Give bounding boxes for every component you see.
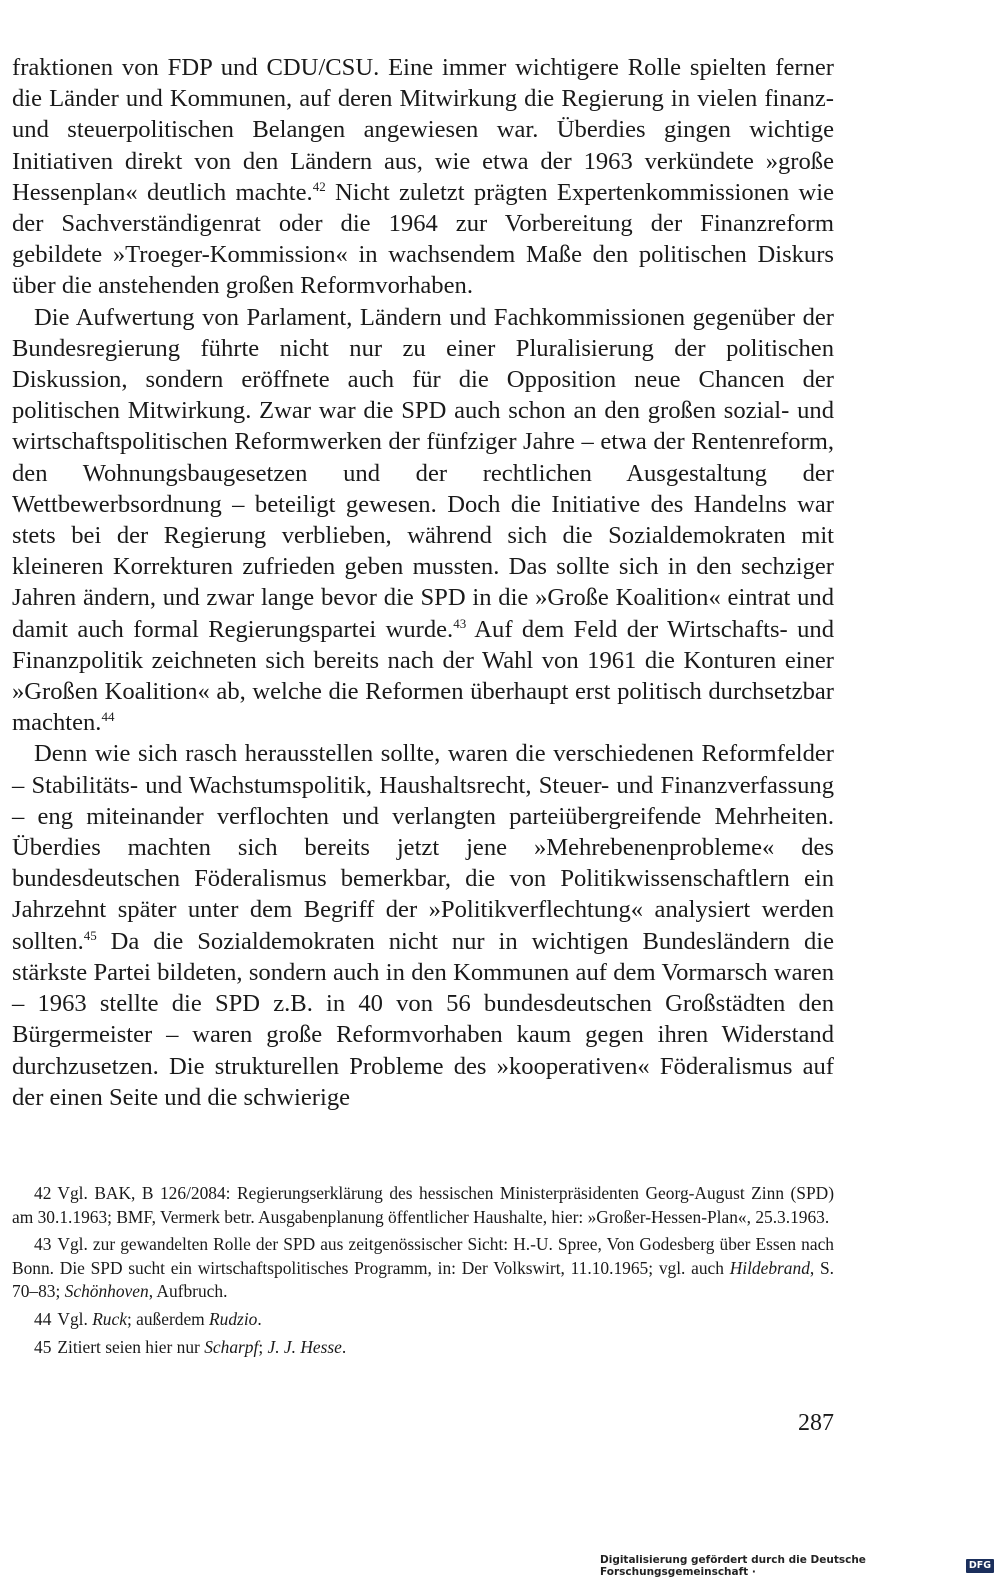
footnote-marker: 42	[312, 178, 326, 194]
footnote-marker: 43	[453, 615, 467, 631]
footnote-text: Zitiert seien hier nur	[57, 1336, 205, 1357]
footnote	[12, 1182, 834, 1229]
footnote-text: Vgl. BAK, B 126/2084: Regierungserklärung des hessischen Ministerpräsidenten Georg-August Zinn (SPD) am 30.1.1963; BMF, Vermerk betr. Ausgabenplanung öffentlicher Haushalte, hier: »Großer-Hessen-Plan«, 25.3.1963.	[12, 1183, 834, 1227]
footnote-italic-text: J. J. Hesse	[267, 1336, 342, 1357]
paragraph-text: Da die Sozialdemokraten nicht nur in wichtigen Bundesländern die stärkste Partei bildeten, sondern auch in den Kommunen auf dem Vormarsch waren – 1963 stellte die SPD z.B. in 40 von 56 bundesdeutschen Großstädten den Bürgermeister – waren große Reformvorhaben kaum gegen ihren Widerstand durchzusetzen. Die strukturellen Probleme des »kooperativen« Föderalismus auf der einen Seite und die schwierige	[12, 927, 834, 1111]
digitization-notice: Digitalisierung gefördert durch die Deutsche Forschungsgemeinschaft ·	[600, 1554, 866, 1578]
footnote	[12, 1233, 834, 1304]
footnote-text: ; außerdem	[126, 1308, 210, 1329]
footnote-number: 42	[34, 1183, 52, 1203]
page-number: 287	[798, 1410, 834, 1436]
footnote	[12, 1308, 834, 1332]
paragraph-text: Nicht zuletzt prägten Expertenkommissionen wie der Sachverständigenrat oder die 1964 zur Vorbereitung der Finanzreform gebildete »Troeger-Kommission« in wachsendem Maße den politischen Diskurs über die anstehenden großen Reformvorhaben.	[12, 178, 834, 300]
footnote-marker: 44	[101, 709, 115, 725]
footnote-text: , Aufbruch.	[148, 1281, 228, 1302]
body-paragraph	[12, 52, 834, 302]
dfg-logo: DFG	[966, 1559, 994, 1573]
footnote-text: Vgl. zur gewandelten Rolle der SPD aus zeitgenössischer Sicht: H.-U. Spree, Von Godesberg über Essen nach Bonn. Die SPD sucht ein wirtschaftspolitisches Programm, in: Der Volkswirt, 11.10.1965; vgl. auch	[12, 1234, 834, 1278]
paragraph-text: Auf dem Feld der Wirtschafts- und Finanzpolitik zeichneten sich bereits nach der Wahl von 1961 die Konturen einer »Großen Koalition« ab, welche die Reformen überhaupt erst politisch durchsetzbar machten.	[12, 615, 835, 737]
body-text	[12, 52, 834, 1113]
footnote-italic-text: Schönhoven	[64, 1281, 149, 1302]
footnote	[12, 1336, 834, 1360]
footnote-text: Vgl.	[57, 1308, 93, 1329]
footnote-italic-text: Ruck	[92, 1308, 127, 1329]
body-paragraph	[12, 738, 834, 1112]
footnote-text: .	[257, 1308, 262, 1329]
footnote-text: , S. 70–83;	[12, 1257, 834, 1302]
footnote-number: 44	[34, 1308, 52, 1329]
footnote-text: ;	[258, 1336, 268, 1357]
footnote-italic-text: Hildebrand	[729, 1257, 810, 1278]
footnotes-section	[12, 1182, 834, 1363]
paragraph-text: Denn wie sich rasch herausstellen sollte, waren die verschiedenen Reformfelder – Stabilitäts- und Wachstumspolitik, Haushaltsrecht, Steuer- und Finanzverfassung – eng miteinander verflochten und verlangten parteiübergreifende Mehrheiten. Überdies machten sich bereits jetzt jene »Mehrebenenprobleme« des bundesdeutschen Föderalismus bemerkbar, die von Politikwissenschaftlern ein Jahrzehnt später unter dem Begriff der »Politikverflechtung« analysiert werden sollten.	[12, 740, 834, 955]
footnote-marker: 45	[83, 927, 97, 943]
footnote-text: .	[341, 1336, 347, 1357]
digitization-footer	[600, 1555, 994, 1577]
body-paragraph	[12, 302, 834, 739]
footnote-number: 45	[34, 1336, 52, 1357]
footnote-italic-text: Scharpf	[204, 1336, 259, 1357]
footnote-italic-text: Rudzio	[209, 1308, 258, 1329]
paragraph-text: Die Aufwertung von Parlament, Ländern und Fachkommissionen gegenüber der Bundesregierung führte nicht nur zu einer Pluralisierung der politischen Diskussion, sondern eröffnete auch für die Opposition neue Chancen der politischen Mitwirkung. Zwar war die SPD auch schon an den großen sozial- und wirtschaftspolitischen Reformwerken der fünfziger Jahre – etwa der Rentenreform, den Wohnungsbaugesetzen und der rechtlichen Ausgestaltung der Wettbewerbsordnung – beteiligt gewesen. Doch die Initiative des Handelns war stets bei der Regierung verblieben, während sich die Sozialdemokraten mit kleineren Korrekturen zufrieden geben mussten. Das sollte sich in den sechziger Jahren ändern, und zwar lange bevor die SPD in die »Große Koalition« eintrat und damit auch formal Regierungspartei wurde.	[12, 303, 834, 643]
paragraph-text: fraktionen von FDP und CDU/CSU. Eine immer wichtigere Rolle spielten ferner die Länder und Kommunen, auf deren Mitwirkung die Regierung in vielen finanz- und steuerpolitischen Belangen angewiesen war. Überdies gingen wichtige Initiativen direkt von den Ländern aus, wie etwa der 1963 verkündete »große Hessenplan« deutlich machte.	[12, 54, 834, 206]
footnote-number: 43	[34, 1234, 52, 1255]
